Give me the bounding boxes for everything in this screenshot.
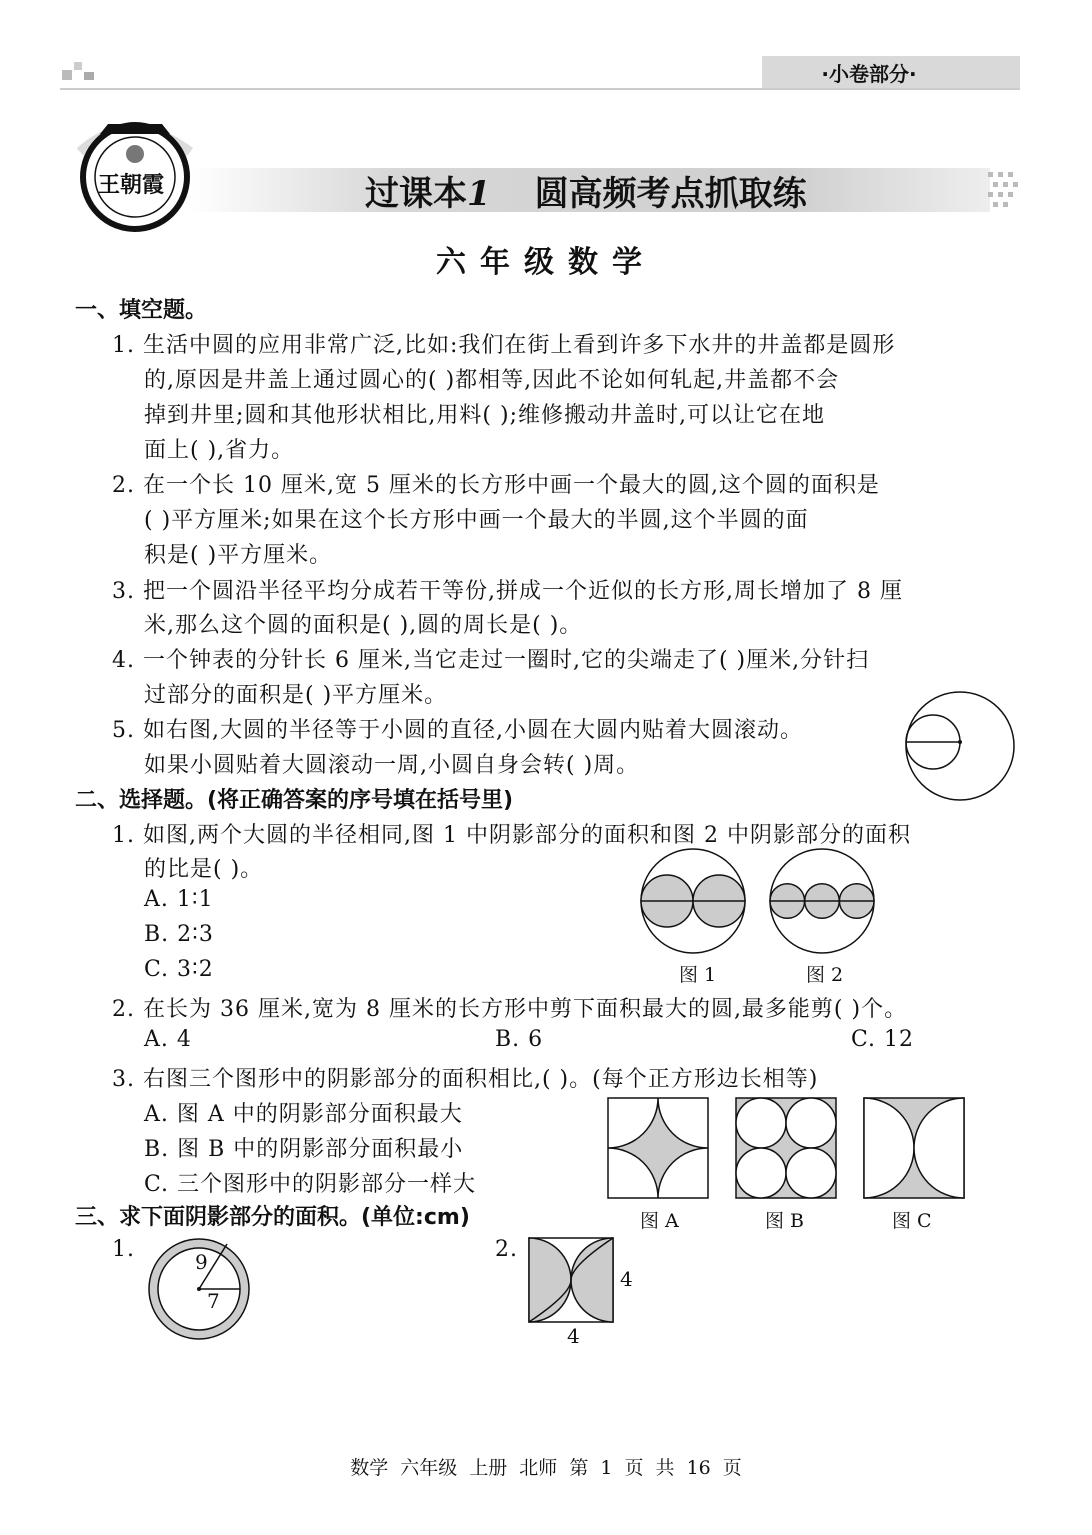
figure-a-caption: 图 A [640, 1210, 679, 1232]
figure-1 [641, 849, 745, 953]
choice-q1-option-a: A. 1∶1 [144, 887, 214, 912]
ring-outer-label: 9 [195, 1250, 209, 1274]
title-sub: 圆高频考点抓取练 [534, 174, 807, 214]
section-heading-3: 三、求下面阴影部分的面积。(单位:cm) [75, 1205, 470, 1230]
figure-b-caption: 图 B [765, 1210, 805, 1232]
figure-b [736, 1098, 836, 1198]
section-heading-2: 二、选择题。(将正确答案的序号填在括号里) [75, 788, 514, 813]
page-footer: 数学 六年级 上册 北师 第 1 页 共 16 页 [350, 1457, 742, 1479]
fill-q2-line1: 2. 在一个长 10 厘米,宽 5 厘米的长方形中画一个最大的圆,这个圆的面积是 [112, 473, 880, 498]
fill-q4-line1: 4. 一个钟表的分针长 6 厘米,当它走过一圈时,它的尖端走了( )厘米,分针扫 [112, 648, 870, 673]
choice-q2-line: 2. 在长为 36 厘米,宽为 8 厘米的长方形中剪下面积最大的圆,最多能剪( )个。 [112, 997, 908, 1022]
logo-text: 王朝霞 [98, 172, 165, 198]
figure-c [864, 1098, 964, 1198]
section-tag: ·小卷部分· [821, 61, 917, 86]
fill-q3-line1: 3. 把一个圆沿半径平均分成若干等份,拼成一个近似的长方形,周长增加了 8 厘 [112, 579, 903, 604]
figure-2 [770, 849, 874, 953]
choice-q2-option-b: B. 6 [495, 1027, 544, 1052]
choice-q3-option-b: B. 图 B 中的阴影部分面积最小 [144, 1137, 464, 1162]
area-q2-number: 2. [495, 1237, 518, 1262]
square-figures-abc [606, 1096, 968, 1202]
page-title [365, 166, 807, 215]
fill-q2-line3: 积是( )平方厘米。 [144, 543, 333, 568]
fill-q4-line2: 过部分的面积是( )平方厘米。 [144, 683, 448, 708]
corner-squares-icon [62, 60, 102, 88]
square-arcs-figure [527, 1236, 617, 1326]
choice-q2-option-c: C. 12 [851, 1027, 915, 1052]
choice-q1-option-b: B. 2∶3 [144, 922, 214, 947]
fill-q1-line3: 掉到井里;圆和其他形状相比,用料( );维修搬动井盖时,可以让它在地 [144, 403, 825, 428]
choice-q3-option-c: C. 三个图形中的阴影部分一样大 [144, 1172, 477, 1197]
header-rule [60, 88, 1020, 90]
fill-q1-line1: 1. 生活中圆的应用非常广泛,比如:我们在街上看到许多下水井的井盖都是圆形 [112, 333, 896, 358]
fill-q2-line2: ( )平方厘米;如果在这个长方形中画一个最大的半圆,这个半圆的面 [144, 508, 809, 533]
choice-q1-line1: 1. 如图,两个大圆的半径相同,图 1 中阴影部分的面积和图 2 中阴影部分的面积 [112, 823, 911, 848]
fill-q5-line2: 如果小圆贴着大圆滚动一周,小圆自身会转( )周。 [144, 753, 640, 778]
dot-pattern-icon [986, 168, 1026, 212]
section-heading-1: 一、填空题。 [75, 298, 208, 323]
choice-q1-line2: 的比是( )。 [144, 857, 264, 882]
figure-1-caption: 图 1 [679, 964, 717, 986]
choice-q3-line: 3. 右图三个图形中的阴影部分的面积相比,( )。(每个正方形边长相等) [112, 1067, 819, 1092]
fill-q1-line4: 面上( ),省力。 [144, 438, 295, 463]
ring-inner-label: 7 [207, 1289, 221, 1313]
fill-q5-line1: 5. 如右图,大圆的半径等于小圆的直径,小圆在大圆内贴着大圆滚动。 [112, 718, 803, 743]
figure-a [608, 1098, 708, 1198]
area-q1-number: 1. [112, 1237, 135, 1262]
square-side-label: 4 [620, 1267, 634, 1291]
fill-q3-line2: 米,那么这个圆的面积是( ),圆的周长是( )。 [144, 613, 583, 638]
figure-2-caption: 图 2 [806, 964, 844, 986]
choice-q3-option-a: A. 图 A 中的阴影部分面积最大 [144, 1102, 463, 1127]
title-num: 1 [467, 174, 491, 214]
choice-q1-option-c: C. 3∶2 [144, 957, 214, 982]
title-main: 过课本 [365, 174, 467, 214]
circle-figures-1-2 [638, 846, 882, 958]
rolling-circle-figure [902, 688, 1018, 804]
figure-c-caption: 图 C [892, 1210, 932, 1232]
subtitle: 六年级数学 [436, 245, 656, 280]
fill-q1-line2: 的,原因是井盖上通过圆心的( )都相等,因此不论如何轧起,井盖都不会 [144, 368, 840, 393]
square-bottom-label: 4 [567, 1324, 581, 1348]
choice-q2-option-a: A. 4 [144, 1027, 192, 1052]
